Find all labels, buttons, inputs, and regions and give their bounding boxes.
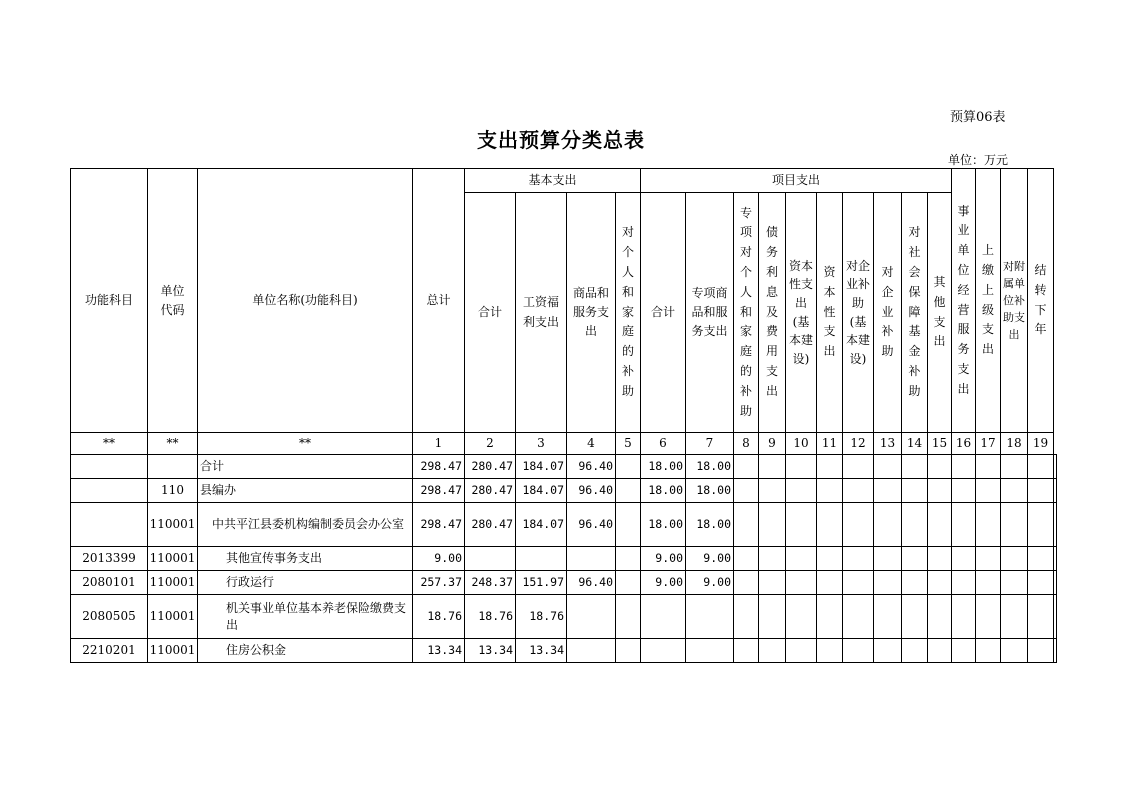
value-cell [1028,547,1054,571]
value-cell [786,595,817,639]
value-cell [1054,639,1057,663]
value-cell: 184.07 [516,455,567,479]
index-cell: 17 [976,433,1001,455]
index-cell: 2 [465,433,516,455]
unit-name-cell: 机关事业单位基本养老保险缴费支出 [198,595,413,639]
header-row-groups [71,169,1057,193]
value-cell [759,595,786,639]
index-cell: 18 [1001,433,1028,455]
value-cell [952,595,976,639]
value-cell [734,455,759,479]
value-cell: 18.00 [686,503,734,547]
col-special-personal: 专项对个人和家庭的补助 [734,193,759,433]
func-subject-cell [71,455,148,479]
index-cell: 8 [734,433,759,455]
value-cell [976,571,1001,595]
value-cell [1001,639,1028,663]
value-cell [516,547,567,571]
value-cell: 280.47 [465,503,516,547]
value-cell: 18.00 [641,503,686,547]
value-cell: 96.40 [567,571,616,595]
value-cell [1028,503,1054,547]
value-cell [1001,547,1028,571]
value-cell [817,547,843,571]
document-id: 预算06表 [950,110,1006,125]
index-cell: 15 [928,433,952,455]
value-cell [874,547,902,571]
col-debt-interest: 债务利息及费用支出 [759,193,786,433]
value-cell [786,455,817,479]
index-row [71,433,1057,455]
col-business-ops: 事业单位经营服务支出 [952,169,976,433]
index-cell: 7 [686,433,734,455]
col-social-security: 对社会保障基金补助 [902,193,928,433]
unit-name-cell: 住房公积金 [198,639,413,663]
value-cell [817,455,843,479]
value-cell: 18.00 [686,479,734,503]
value-cell [952,639,976,663]
func-subject-cell: 2080101 [71,571,148,595]
value-cell: 18.76 [413,595,465,639]
value-cell [902,595,928,639]
value-cell [616,595,641,639]
value-cell [616,547,641,571]
value-cell [952,571,976,595]
value-cell [567,639,616,663]
table-body [71,455,1057,663]
table-row [71,547,1057,571]
value-cell [734,479,759,503]
index-cell: 16 [952,433,976,455]
col-capital-basic: 资本性支出(基本建设) [786,193,817,433]
value-cell [734,547,759,571]
table-row [71,455,1057,479]
value-cell [902,639,928,663]
col-carry-over: 结转下年 [1028,169,1054,433]
value-cell [843,639,874,663]
unit-code-cell: 110001 [148,503,198,547]
unit-code-cell: 110001 [148,595,198,639]
index-cell: 10 [786,433,817,455]
index-cell: 14 [902,433,928,455]
value-cell: 9.00 [413,547,465,571]
value-cell [843,479,874,503]
value-cell [817,639,843,663]
index-cell: 6 [641,433,686,455]
value-cell: 9.00 [641,571,686,595]
value-cell [928,571,952,595]
value-cell [1001,479,1028,503]
value-cell [976,455,1001,479]
value-cell [817,571,843,595]
value-cell [1054,547,1057,571]
value-cell [1028,479,1054,503]
col-upper-level: 上缴上级支出 [976,169,1001,433]
index-cell: 11 [817,433,843,455]
col-project-total: 合计 [641,193,686,433]
table-row [71,639,1057,663]
value-cell: 280.47 [465,455,516,479]
value-cell: 9.00 [686,547,734,571]
value-cell [1028,455,1054,479]
value-cell [1054,571,1057,595]
value-cell: 298.47 [413,503,465,547]
value-cell: 13.34 [465,639,516,663]
col-group-project: 项目支出 [641,169,952,193]
func-subject-cell: 2013399 [71,547,148,571]
func-subject-cell [71,503,148,547]
table-row [71,571,1057,595]
value-cell [734,595,759,639]
value-cell [928,503,952,547]
value-cell [616,571,641,595]
value-cell [976,547,1001,571]
value-cell [843,595,874,639]
table-row [71,595,1057,639]
col-group-basic: 基本支出 [465,169,641,193]
value-cell: 18.00 [641,455,686,479]
value-cell [1054,503,1057,547]
value-cell [465,547,516,571]
value-cell [843,547,874,571]
value-cell [759,639,786,663]
index-cell: 5 [616,433,641,455]
value-cell [843,503,874,547]
value-cell: 13.34 [516,639,567,663]
value-cell [1054,595,1057,639]
value-cell [902,547,928,571]
value-cell [786,479,817,503]
value-cell [874,503,902,547]
func-subject-cell: 2080505 [71,595,148,639]
table-row [71,479,1057,503]
index-cell: 3 [516,433,567,455]
value-cell [1054,479,1057,503]
value-cell [843,571,874,595]
value-cell [1028,639,1054,663]
value-cell [616,639,641,663]
value-cell [786,571,817,595]
value-cell [902,571,928,595]
value-cell [928,479,952,503]
value-cell [616,503,641,547]
col-special-goods: 专项商品和服务支出 [686,193,734,433]
col-other: 其他支出 [928,193,952,433]
unit-name-cell: 其他宣传事务支出 [198,547,413,571]
value-cell [874,639,902,663]
value-cell: 18.00 [641,479,686,503]
value-cell [817,595,843,639]
value-cell [786,503,817,547]
unit-name-cell: 县编办 [198,479,413,503]
value-cell: 96.40 [567,455,616,479]
unit-code-cell [148,455,198,479]
index-cell: 13 [874,433,902,455]
unit-label: 单位：万元 [948,153,1009,167]
value-cell: 184.07 [516,479,567,503]
value-cell [976,595,1001,639]
value-cell [616,479,641,503]
value-cell [567,595,616,639]
value-cell [616,455,641,479]
index-cell: 12 [843,433,874,455]
col-subsidy-personal: 对个人和家庭的补助 [616,193,641,433]
index-cell: 4 [567,433,616,455]
value-cell [902,503,928,547]
col-enterprise-basic: 对企业补助(基本建设) [843,193,874,433]
col-unit-code: 单位代码 [148,169,198,433]
value-cell [976,479,1001,503]
col-total: 总计 [413,169,465,433]
value-cell: 96.40 [567,503,616,547]
value-cell [928,639,952,663]
value-cell [874,571,902,595]
value-cell [1001,571,1028,595]
col-func-subject: 功能科目 [71,169,148,433]
unit-code-cell: 110001 [148,571,198,595]
value-cell [976,503,1001,547]
col-enterprise: 对企业补助 [874,193,902,433]
value-cell [759,479,786,503]
unit-code-cell: 110001 [148,547,198,571]
value-cell [1001,595,1028,639]
func-subject-cell [71,479,148,503]
value-cell: 9.00 [686,571,734,595]
value-cell: 96.40 [567,479,616,503]
value-cell [686,595,734,639]
value-cell [734,571,759,595]
value-cell [1001,455,1028,479]
value-cell [786,639,817,663]
unit-name-cell: 行政运行 [198,571,413,595]
col-affiliate: 对附属单位补助支出 [1001,169,1028,433]
page-title: 支出预算分类总表 [477,128,645,152]
value-cell [817,503,843,547]
value-cell: 298.47 [413,479,465,503]
value-cell [843,455,874,479]
value-cell: 13.34 [413,639,465,663]
value-cell [1028,571,1054,595]
index-cell: ** [148,433,198,455]
col-goods: 商品和服务支出 [567,193,616,433]
index-cell: 19 [1028,433,1054,455]
unit-code-cell: 110001 [148,639,198,663]
index-cell: ** [198,433,413,455]
value-cell [928,455,952,479]
value-cell: 18.76 [516,595,567,639]
value-cell [874,479,902,503]
value-cell: 257.37 [413,571,465,595]
col-capital: 资本性支出 [817,193,843,433]
value-cell [952,455,976,479]
value-cell: 9.00 [641,547,686,571]
func-subject-cell: 2210201 [71,639,148,663]
value-cell: 280.47 [465,479,516,503]
value-cell [952,479,976,503]
value-cell [1054,455,1057,479]
unit-name-cell: 合计 [198,455,413,479]
value-cell: 298.47 [413,455,465,479]
value-cell [976,639,1001,663]
col-basic-total: 合计 [465,193,516,433]
value-cell [952,547,976,571]
unit-name-cell: 中共平江县委机构编制委员会办公室 [198,503,413,547]
value-cell [928,547,952,571]
value-cell [902,455,928,479]
value-cell [759,503,786,547]
value-cell: 184.07 [516,503,567,547]
index-cell: 9 [759,433,786,455]
value-cell [641,639,686,663]
value-cell [759,547,786,571]
expenditure-table [70,168,1057,663]
value-cell [902,479,928,503]
value-cell [641,595,686,639]
value-cell [759,455,786,479]
value-cell [734,639,759,663]
index-cell: ** [71,433,148,455]
value-cell: 18.00 [686,455,734,479]
value-cell [952,503,976,547]
value-cell [817,479,843,503]
value-cell [874,455,902,479]
value-cell: 248.37 [465,571,516,595]
value-cell [567,547,616,571]
value-cell: 151.97 [516,571,567,595]
value-cell [1001,503,1028,547]
col-unit-name: 单位名称(功能科目) [198,169,413,433]
value-cell [686,639,734,663]
value-cell [786,547,817,571]
value-cell [759,571,786,595]
value-cell: 18.76 [465,595,516,639]
value-cell [928,595,952,639]
index-cell: 1 [413,433,465,455]
value-cell [734,503,759,547]
unit-code-cell: 110 [148,479,198,503]
table-row [71,503,1057,547]
value-cell [874,595,902,639]
col-wages: 工资福利支出 [516,193,567,433]
value-cell [1028,595,1054,639]
